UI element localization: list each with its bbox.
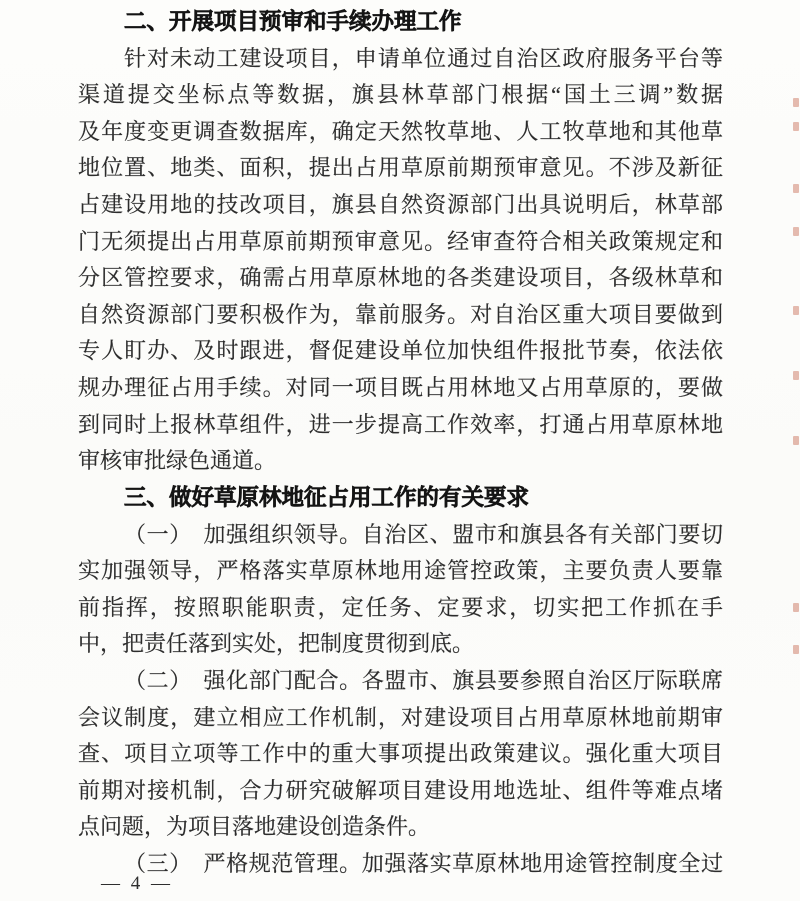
text-line: 专人盯办、及时跟进，督促建设单位加快组件报批节奏，依法依 (78, 338, 723, 364)
text-line: 前期对接机制，合力研究破解项目建设用地选址、组件等难点堵 (78, 777, 723, 803)
section-2-heading: 二、开展项目预审和手续办理工作 (124, 9, 462, 34)
text-line: 实加强领导，严格落实草原林地用途管控政策，主要负责人要靠 (78, 558, 723, 584)
scan-artifact-mark (793, 122, 799, 131)
text-line: 中，把责任落到实处，把制度贯彻到底。 (78, 631, 475, 657)
scan-artifact-mark (793, 371, 799, 380)
text-line: 到同时上报林草组件，进一步提高工作效率，打通占用草原林地 (78, 411, 723, 437)
scan-artifact-mark (793, 227, 799, 236)
scan-artifact-mark (793, 306, 799, 315)
scan-artifact-mark (793, 645, 799, 654)
text-line: 审核审批绿色通道。 (78, 448, 277, 474)
text-line: 自然资源部门要积极作为，靠前服务。对自治区重大项目要做到 (78, 301, 723, 327)
page-number: — 4 — (101, 873, 173, 894)
text-line: 占建设用地的技改项目，旗县自然资源部门出具说明后，林草部 (78, 192, 723, 218)
scan-artifact-mark (793, 603, 799, 612)
text-line: 点问题，为项目落地建设创造条件。 (78, 814, 431, 840)
text-line: （三） 严格规范管理。加强落实草原林地用途管控制度全过 (124, 851, 723, 877)
text-line: （一） 加强组织领导。自治区、盟市和旗县各有关部门要切 (124, 521, 723, 547)
text-line: 针对未动工建设项目，申请单位通过自治区政府服务平台等 (124, 45, 723, 71)
section-3-heading: 三、做好草原林地征占用工作的有关要求 (124, 484, 530, 510)
text-line: 门无须提出占用草原前期预审意见。经审查符合相关政策规定和 (78, 228, 723, 254)
document-body (78, 4, 723, 883)
scan-artifact-mark (793, 436, 799, 445)
text-line: 查、项目立项等工作中的重大事项提出政策建议。强化重大项目 (78, 741, 723, 767)
scan-artifact-mark (793, 98, 799, 107)
scan-artifact-mark (793, 184, 799, 193)
text-line: 地位置、地类、面积，提出占用草原前期预审意见。不涉及新征 (78, 155, 723, 181)
text-line: 渠道提交坐标点等数据，旗县林草部门根据“国土三调”数据 (78, 82, 723, 108)
text-line: 会议制度，建立相应工作机制，对建设项目占用草原林地前期审 (78, 704, 723, 730)
text-line: 规办理征占用手续。对同一项目既占用林地又占用草原的，要做 (78, 375, 723, 401)
text-line: 分区管控要求，确需占用草原林地的各类建设项目，各级林草和 (78, 265, 723, 291)
text-line: 及年度变更调查数据库，确定天然牧草地、人工牧草地和其他草 (78, 118, 723, 144)
text-line: 前指挥，按照职能职责，定任务、定要求，切实把工作抓在手 (78, 594, 723, 620)
text-line: （二） 强化部门配合。各盟市、旗县要参照自治区厅际联席 (124, 667, 723, 693)
